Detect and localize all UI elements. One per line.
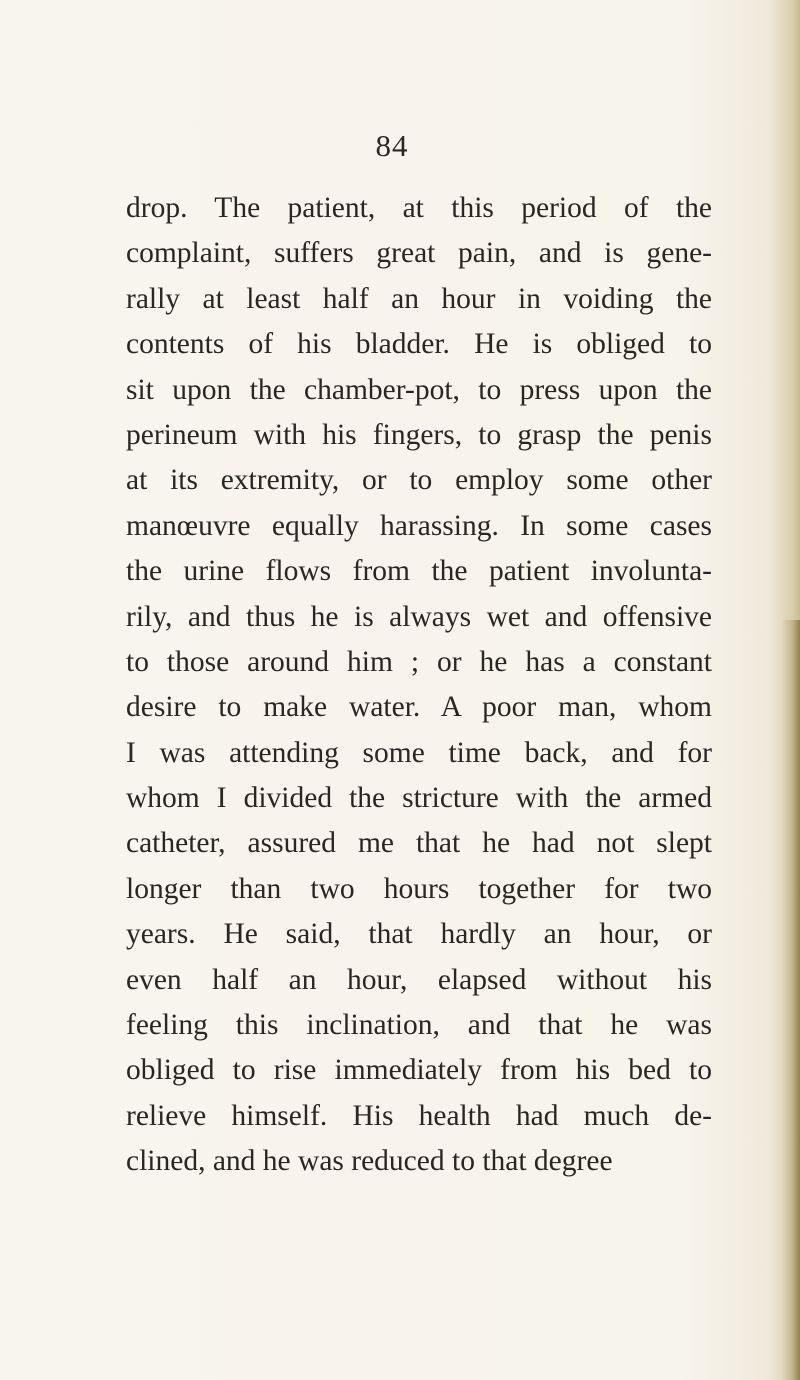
text-line: feeling this inclination, and that he was — [126, 1009, 712, 1042]
page-number: 84 — [375, 128, 409, 163]
text-line: clined, and he was reduced to that degree — [126, 1145, 613, 1178]
text-line: sit upon the chamber-pot, to press upon the — [126, 373, 712, 406]
text-line: relieve himself. His health had much de- — [126, 1099, 712, 1132]
text-line: years. He said, that hardly an hour, or — [126, 918, 712, 951]
text-line: even half an hour, elapsed without his — [126, 963, 712, 996]
text-line: whom I divided the stricture with the armed — [126, 782, 712, 815]
text-line: the urine flows from the patient involunta- — [126, 555, 712, 588]
text-line: catheter, assured me that he had not slept — [126, 827, 712, 860]
text-line: desire to make water. A poor man, whom — [126, 691, 712, 724]
text-line: complaint, suffers great pain, and is gene- — [126, 237, 712, 270]
page-edge-shadow — [782, 620, 800, 1380]
text-line: manœuvre equally harassing. In some cases — [126, 509, 712, 542]
text-line: I was attending some time back, and for — [126, 736, 712, 769]
text-line: at its extremity, or to employ some other — [126, 464, 712, 497]
text-line: longer than two hours together for two — [126, 872, 712, 905]
text-line: rily, and thus he is always wet and offensive — [126, 600, 712, 633]
body-text — [126, 186, 712, 1185]
text-line: to those around him ; or he has a constant — [126, 645, 712, 678]
text-line: obliged to rise immediately from his bed to — [126, 1054, 712, 1087]
text-line: drop. The patient, at this period of the — [126, 192, 712, 224]
text-line: rally at least half an hour in voiding the — [126, 282, 712, 315]
text-line: contents of his bladder. He is obliged to — [126, 328, 712, 361]
text-line: perineum with his fingers, to grasp the penis — [126, 418, 712, 451]
